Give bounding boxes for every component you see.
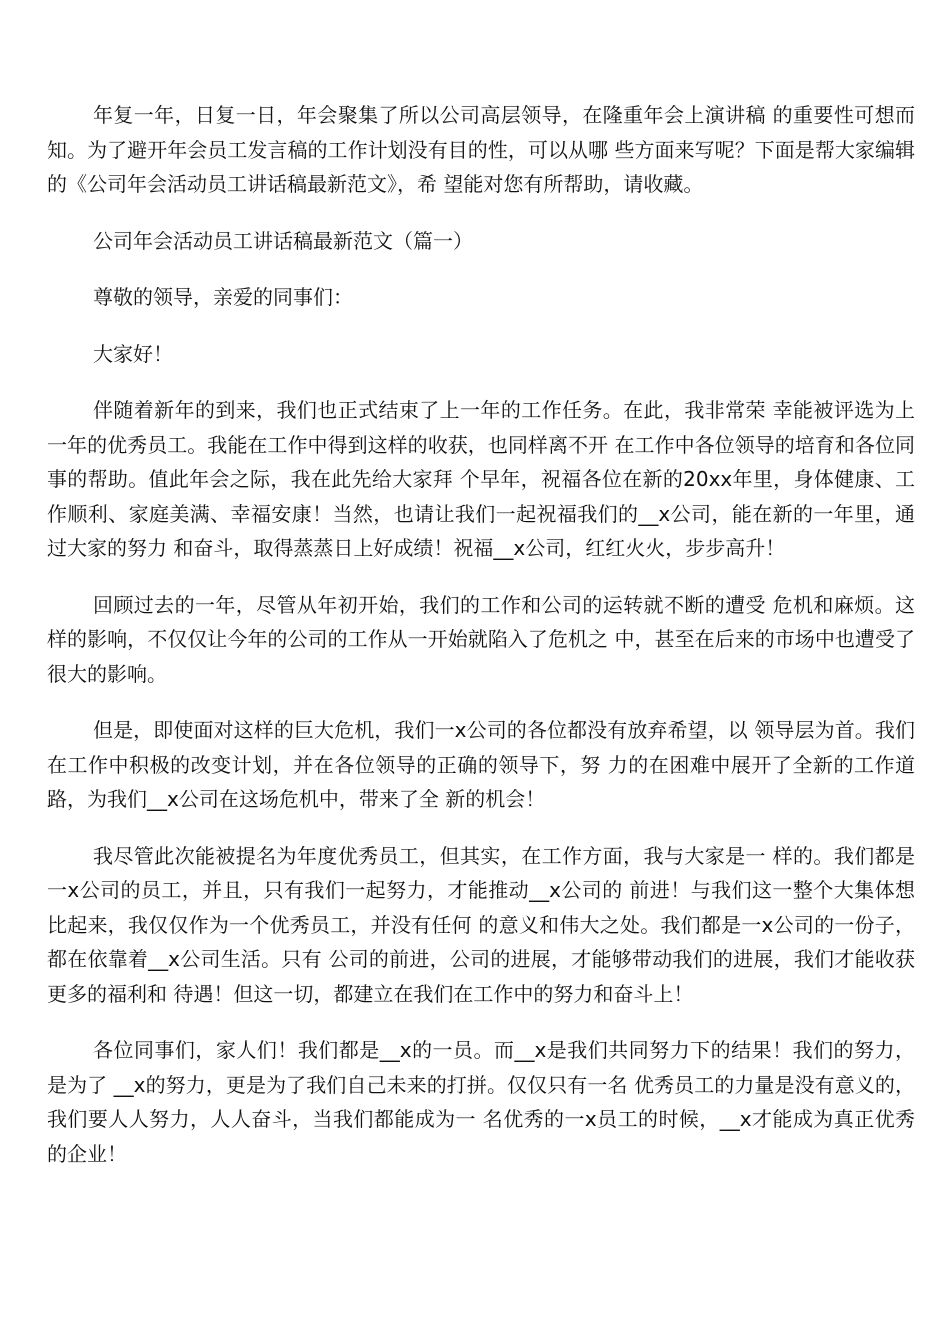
document-page	[47, 98, 915, 1171]
section-heading: 公司年会活动员工讲话稿最新范文（篇一）	[93, 228, 473, 253]
body-paragraph-1: 伴随着新年的到来，我们也正式结束了上一年的工作任务。在此，我非常荣 幸能被评选为上一年的优秀员工。我能在工作中得到这样的收获，也同样离不开 在工作中各位领导的培育和各位同事的帮助。值此年会之际，我在此先给大家拜 个早年，祝福各位在新的20xx年里，身体健康、工作顺利、家庭美满、幸福安康！当然，也请让我们一起祝福我们的__x公司，能在新的一年里，通过大家的努力 和奋斗，取得蒸蒸日上好成绩！祝福__x公司，红红火火，步步高升！	[47, 398, 915, 560]
body-paragraph-2: 回顾过去的一年，尽管从年初开始，我们的工作和公司的运转就不断的遭受 危机和麻烦。这样的影响，不仅仅让今年的公司的工作从一开始就陷入了危机之 中，甚至在后来的市场中也遭受了很大的影响。	[47, 592, 915, 686]
body-paragraph-5: 各位同事们，家人们！我们都是__x的一员。而__x是我们共同努力下的结果！我们的努力，是为了 __x的努力，更是为了我们自己未来的打拼。仅仅只有一名 优秀员工的力量是没有意义的，我们要人人努力，人人奋斗，当我们都能成为一 名优秀的一x员工的时候，__x才能成为真正优秀的企业！	[47, 1038, 915, 1166]
body-paragraph-4: 我尽管此次能被提名为年度优秀员工，但其实，在工作方面，我与大家是一 样的。我们都是一x公司的员工，并且，只有我们一起努力，才能推动__x公司的 前进！与我们这一整个大集体想比起来，我仅仅作为一个优秀员工，并没有任何 的意义和伟大之处。我们都是一x公司的一份子，都在依靠着__x公司生活。只有 公司的前进，公司的进展，才能够带动我们的进展，我们才能收获更多的福利和 待遇！但这一切，都建立在我们在工作中的努力和奋斗上！	[47, 843, 915, 1006]
salutation: 尊敬的领导，亲爱的同事们：	[93, 285, 353, 309]
intro-paragraph: 年复一年，日复一日，年会聚集了所以公司高层领导，在隆重年会上演讲稿 的重要性可想而知。为了避开年会员工发言稿的工作计划没有目的性，可以从哪 些方面来写呢？下面是帮大家编辑的《公司年会活动员工讲话稿最新范文》，希 望能对您有所帮助，请收藏。	[47, 103, 915, 196]
body-paragraph-3: 但是，即使面对这样的巨大危机，我们一x公司的各位都没有放弃希望，以 领导层为首。我们在工作中积极的改变计划，并在各位领导的正确的领导下，努 力的在困难中展开了全新的工作道路，为我们__x公司在这场危机中，带来了全 新的机会！	[47, 718, 915, 811]
greeting: 大家好！	[93, 341, 173, 366]
